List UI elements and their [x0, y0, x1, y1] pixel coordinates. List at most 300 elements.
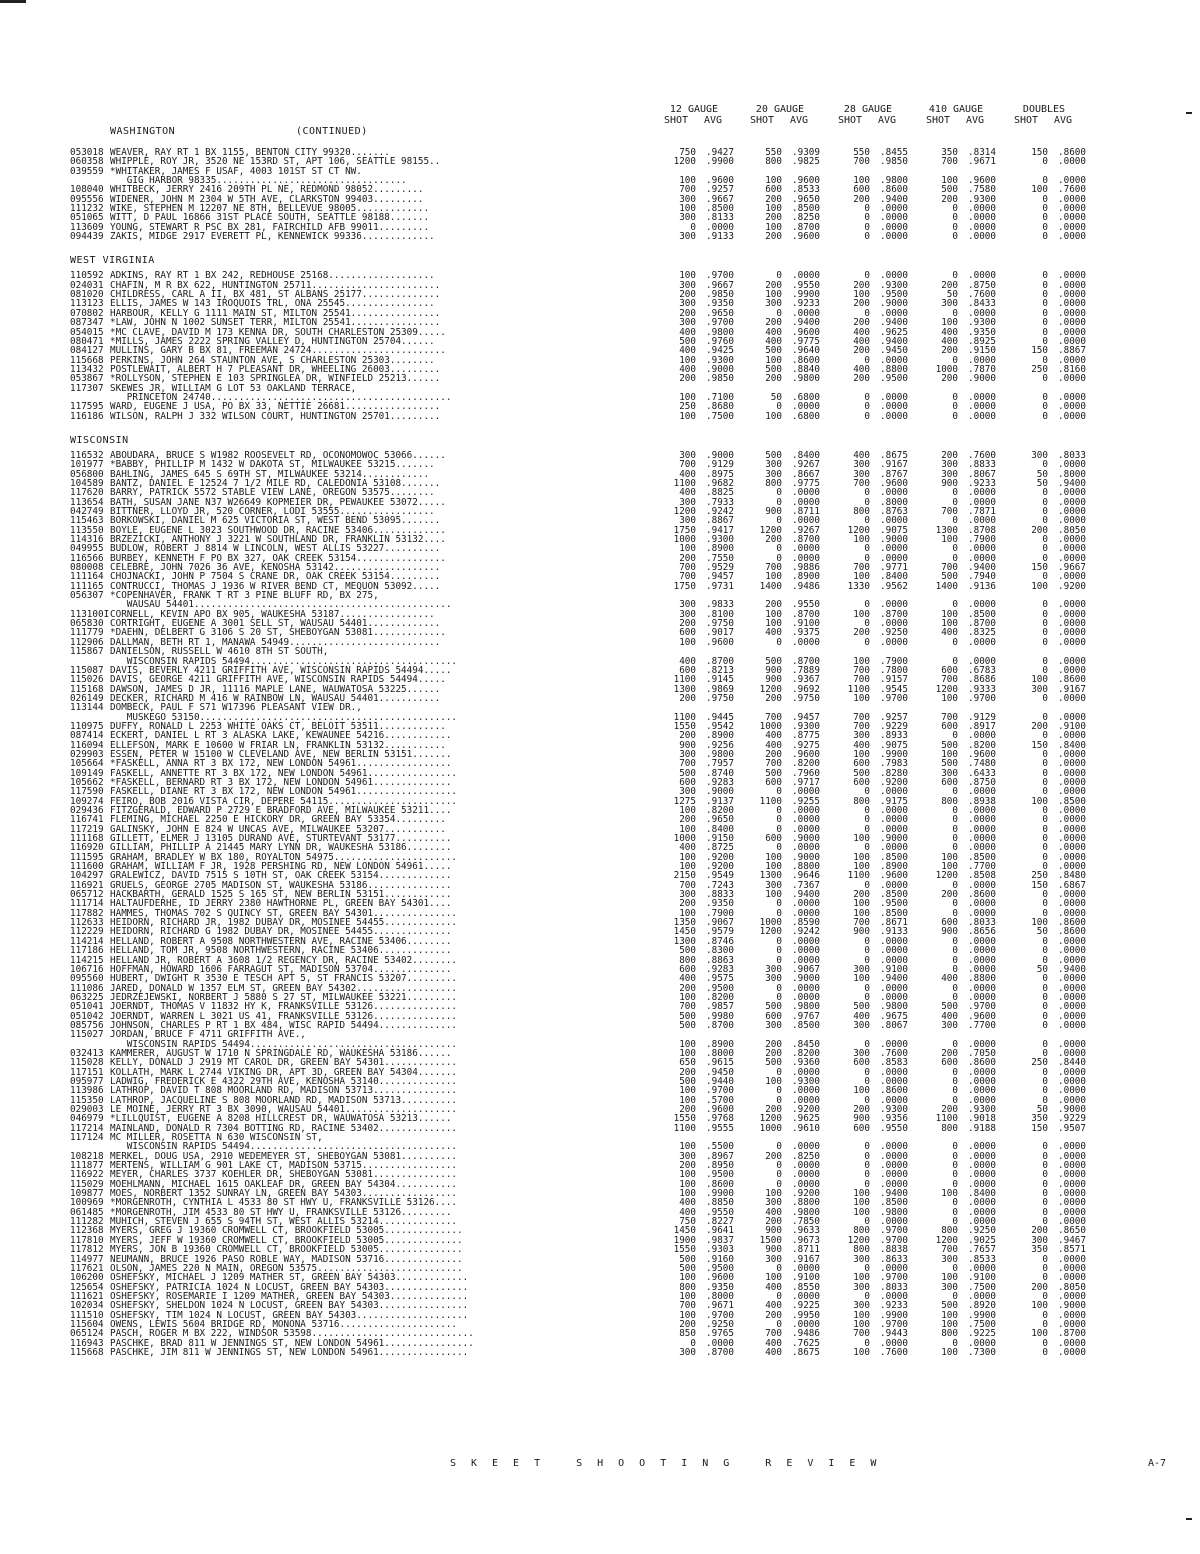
member-id: 117595 [70, 401, 104, 413]
shot-value: 700 [679, 184, 696, 196]
avg-value: .0000 [792, 954, 820, 966]
shooter-row [70, 1245, 1200, 1254]
avg-value: .8571 [1058, 1244, 1086, 1256]
shooter-name-address: WHITBECK, JERRY 2416 209TH PL NE, REDMOND 98052......... [110, 185, 424, 195]
avg-value: .9457 [706, 571, 734, 583]
member-id: 106716 [70, 963, 104, 975]
avg-value: .9000 [880, 298, 908, 310]
avg-value: .8867 [706, 515, 734, 527]
avg-value: .9450 [706, 1066, 734, 1078]
shot-value: 200 [853, 889, 870, 901]
shot-value: 500 [765, 767, 782, 779]
avg-value: .8633 [880, 1253, 908, 1265]
shooter-name-address: OSHEFSKY, SHELDON 1024 N LOCUST, GREEN BAY 54303................ [110, 1301, 469, 1311]
avg-value: .8600 [1058, 917, 1086, 929]
member-id: 060358 [70, 156, 104, 168]
shooter-name-address: OLSON, JAMES 220 N MAIN, OREGON 53575.......................... [110, 1263, 463, 1274]
shot-value: 0 [864, 1094, 870, 1106]
shot-value: 0 [1042, 991, 1048, 1003]
avg-value: .0000 [1058, 1309, 1086, 1321]
shot-value: 0 [952, 935, 958, 947]
shot-value: 100 [853, 175, 870, 187]
shot-value: 100 [679, 1169, 696, 1181]
shooter-name-address: MYERS, JEFF W 19360 CROMWELL CT, BROOKFIELD 53005.............. [110, 1235, 463, 1246]
avg-value: .9562 [880, 580, 908, 592]
shooter-row [70, 1077, 1200, 1086]
avg-value: .0000 [1058, 1075, 1086, 1087]
shot-value: 0 [776, 1141, 782, 1153]
shot-value: 100 [765, 1075, 782, 1087]
avg-value: .0000 [968, 1160, 996, 1172]
avg-value: .9300 [706, 354, 734, 366]
avg-value: .8775 [792, 730, 820, 742]
avg-value: .8508 [968, 870, 996, 882]
shot-value: 0 [952, 354, 958, 366]
shooter-name-address: *COPENHAVER, FRANK T RT 3 PINE BLUFF RD, BX 275, [110, 591, 379, 601]
shot-value: 0 [776, 823, 782, 835]
avg-value: .0000 [1058, 459, 1086, 471]
avg-value: .8675 [792, 1346, 820, 1358]
avg-value: .0000 [1058, 515, 1086, 527]
shot-value: 800 [765, 477, 782, 489]
shot-value: 700 [941, 562, 958, 574]
shooter-name-address: JARED, DONALD W 1357 ELM ST, GREEN BAY 54302.................. [110, 983, 458, 993]
avg-value: .0000 [968, 391, 996, 403]
avg-value: .9850 [706, 373, 734, 385]
shot-value: 100 [679, 1290, 696, 1302]
member-id: 080471 [70, 335, 104, 347]
member-id: 114214 [70, 935, 104, 947]
shot-value: 0 [864, 552, 870, 564]
shot-value: 700 [853, 156, 870, 168]
shooter-name-address: HALTAUFDERHE, ID JERRY 2380 HAWTHORNE PL, GREEN BAY 54301.... [110, 899, 452, 909]
avg-value: .9417 [706, 524, 734, 536]
shooter-name-address: *LILLQUIST, EUGENE A 8208 HILLCREST DR, WAUWATOSA 53213...... [110, 1114, 452, 1124]
avg-value: .8550 [792, 1281, 820, 1293]
shooter-name-address: PERKINS, JOHN 264 STAUNTON AVE, S CHARLESTON 25303........ [110, 355, 435, 365]
avg-value: .9400 [792, 889, 820, 901]
shot-value: 400 [941, 335, 958, 347]
avg-value: .0000 [1058, 1150, 1086, 1162]
shot-value: 200 [679, 373, 696, 385]
avg-value: .0000 [968, 410, 996, 422]
shot-value: 0 [1042, 401, 1048, 413]
shot-value: 300 [765, 963, 782, 975]
avg-value: .9550 [792, 279, 820, 291]
shot-value: 500 [941, 739, 958, 751]
avg-value: .0000 [1058, 730, 1086, 742]
shot-value: 100 [679, 1141, 696, 1153]
member-id: 056307 [70, 590, 104, 602]
shot-value: 1200 [847, 524, 870, 536]
shot-value: 900 [765, 664, 782, 676]
shooter-name-address: WIKE, STEPHEN M 12207 NE 8TH, BELLEVUE 98005............. [110, 204, 430, 214]
avg-value: .0000 [1058, 298, 1086, 310]
member-id: 087414 [70, 730, 104, 742]
avg-value: .9267 [792, 524, 820, 536]
avg-value: .0000 [968, 898, 996, 910]
shot-value: 300 [679, 317, 696, 329]
avg-value: .0000 [968, 655, 996, 667]
shooter-name-address: WIDENER, JOHN M 2304 W 5TH AVE, CLARKSTON 99403......... [110, 194, 424, 205]
avg-value: .8917 [968, 720, 996, 732]
avg-value: .0000 [880, 991, 908, 1003]
shot-value: 300 [941, 1019, 958, 1031]
shot-value: 900 [679, 739, 696, 751]
avg-value: .0000 [1058, 571, 1086, 583]
member-id: 117186 [70, 945, 104, 957]
shot-value: 400 [853, 739, 870, 751]
avg-value: .9242 [706, 506, 734, 517]
avg-value: .8440 [1058, 1057, 1086, 1069]
shooter-row [70, 750, 1200, 759]
shot-value: 250 [1031, 363, 1048, 375]
avg-value: .0000 [792, 982, 820, 994]
shooter-name-address: *BABBY, PHILLIP M 1432 W DAKOTA ST, MILWAUKEE 53215....... [110, 460, 435, 470]
avg-value: .0000 [968, 879, 996, 891]
member-id: 115027 [70, 1029, 104, 1041]
shooter-row [70, 694, 1200, 703]
shot-value: 0 [1042, 1094, 1048, 1106]
member-id: 111621 [70, 1290, 104, 1302]
shot-value: 0 [1042, 842, 1048, 854]
avg-value: .0000 [880, 515, 908, 527]
shot-value: 300 [853, 1047, 870, 1059]
shooter-row [70, 806, 1200, 815]
avg-value: .5700 [706, 1094, 734, 1106]
avg-value: .0000 [880, 307, 908, 319]
avg-value: .9600 [792, 231, 820, 243]
member-id: 115463 [70, 515, 104, 527]
avg-value: .8711 [792, 506, 820, 517]
shot-value: 200 [941, 889, 958, 901]
avg-value: .8767 [880, 468, 908, 480]
shot-value: 0 [864, 945, 870, 957]
avg-value: .8600 [968, 1057, 996, 1069]
avg-value: .0000 [880, 935, 908, 947]
shot-value: 600 [679, 776, 696, 788]
shot-value: 800 [941, 795, 958, 807]
shot-value: 1100 [673, 674, 696, 686]
shooter-name-address: JOHNSON, CHARLES P RT 1 BX 484, WISC RAPID 54494.............. [110, 1020, 458, 1031]
shooter-row [70, 1208, 1200, 1217]
avg-value: .7550 [706, 552, 734, 564]
member-id: 106200 [70, 1272, 104, 1284]
shooter-name-address: CONTRUCCI, THOMAS J 1936 W RIVER BEND CT, MEQUON 53092..... [110, 581, 441, 592]
shot-value: 100 [679, 1038, 696, 1050]
shot-value: 100 [679, 991, 696, 1003]
shooter-row [70, 402, 1200, 411]
shot-value: 0 [1042, 515, 1048, 527]
avg-value: .8325 [968, 627, 996, 639]
shot-value: 0 [1042, 954, 1048, 966]
avg-value: .8160 [1058, 363, 1086, 375]
avg-value: .9775 [792, 477, 820, 489]
member-id: 116532 [70, 449, 104, 461]
shot-value: 0 [1042, 487, 1048, 499]
avg-value: .0000 [968, 496, 996, 508]
margin-mark [1186, 112, 1192, 114]
avg-value: .9550 [880, 1122, 908, 1134]
shooter-name-address: GILLETT, ELMER J 13105 DURAND AVE, STURTEVANT 53177.......... [110, 834, 452, 844]
shooter-name-address: BAHLING, JAMES 645 S 69TH ST, MILWAUKEE 53214............ [110, 469, 430, 479]
avg-value: .9555 [706, 1122, 734, 1134]
shot-value: 0 [952, 307, 958, 319]
shot-value: 900 [765, 506, 782, 517]
shot-value: 800 [765, 156, 782, 168]
avg-sub-4: AVG [966, 115, 985, 126]
shot-value: 300 [679, 515, 696, 527]
shot-value: 100 [853, 1085, 870, 1097]
avg-value: .9700 [880, 1272, 908, 1284]
member-id: 042749 [70, 506, 104, 517]
shooter-name-address: JEDRZEJEWSKI, NORBERT J 5880 S 27 ST, MILWAUKEE 53221......... [110, 992, 458, 1003]
shot-value: 700 [941, 1244, 958, 1256]
shot-value: 0 [1042, 748, 1048, 760]
shot-value: 0 [1042, 730, 1048, 742]
avg-sub-3: AVG [878, 115, 897, 126]
avg-value: .0000 [1058, 608, 1086, 620]
avg-value: .9671 [706, 1300, 734, 1312]
avg-value: .7100 [706, 391, 734, 403]
avg-value: .0000 [1058, 935, 1086, 947]
shooter-row [70, 1152, 1200, 1161]
shot-value: 600 [941, 917, 958, 929]
member-id: 100969 [70, 1197, 104, 1209]
shot-value: 0 [864, 410, 870, 422]
avg-value: .0000 [1058, 758, 1086, 770]
shooter-name-address: DOMBECK, PAUL F S71 W17396 PLEASANT VIEW DR., [110, 703, 362, 713]
shooter-name-address: MERTENS, WILLIAM G 901 LAKE CT, MADISON 53715................. [110, 1161, 458, 1171]
shooter-name-address: *LAW, JOHN N 1002 SUNSET TERR, MILTON 25541................ [110, 318, 441, 328]
shot-value: 0 [952, 1197, 958, 1209]
shot-value: 0 [864, 391, 870, 403]
avg-value: .0000 [792, 543, 820, 555]
avg-value: .0000 [880, 401, 908, 413]
shooter-name-address: SKEWES JR, WILLIAM G LOT 53 OAKLAND TERRACE, [110, 383, 357, 393]
shot-value: 300 [679, 786, 696, 798]
shooter-name-address: DANIELSON, RUSSELL W 4610 8TH ST SOUTH, [110, 647, 329, 657]
shot-value: 0 [1042, 543, 1048, 555]
shot-value: 100 [765, 203, 782, 215]
avg-value: .8700 [706, 655, 734, 667]
avg-value: .0000 [968, 833, 996, 845]
shot-value: 0 [952, 1085, 958, 1097]
avg-value: .9542 [706, 720, 734, 732]
shot-value: 1200 [759, 1113, 782, 1125]
avg-value: .9000 [1058, 1300, 1086, 1312]
shot-value: 100 [941, 1188, 958, 1200]
avg-value: .0000 [706, 221, 734, 233]
shot-value: 1200 [673, 506, 696, 517]
member-id: 110592 [70, 270, 104, 282]
shot-value: 0 [864, 1337, 870, 1349]
shot-value: 300 [679, 608, 696, 620]
avg-value: .9360 [792, 1057, 820, 1069]
member-id: 117621 [70, 1262, 104, 1274]
shot-value: 400 [679, 468, 696, 480]
avg-value: .9067 [792, 963, 820, 975]
avg-value: .9075 [880, 739, 908, 751]
shot-value: 0 [1042, 231, 1048, 243]
shot-value: 250 [1031, 1057, 1048, 1069]
shooter-row [70, 148, 1200, 157]
avg-value: .7900 [968, 534, 996, 546]
shot-value: 0 [864, 1216, 870, 1228]
avg-value: .9700 [968, 1001, 996, 1013]
shot-value: 0 [1042, 814, 1048, 826]
avg-value: .0000 [968, 307, 996, 319]
shot-value: 0 [1042, 1038, 1048, 1050]
member-id: 116566 [70, 552, 104, 564]
shooter-row [70, 647, 1200, 656]
shot-value: 100 [941, 1272, 958, 1284]
shot-value: 200 [679, 1318, 696, 1330]
shot-value: 600 [853, 184, 870, 196]
shot-value: 500 [941, 1300, 958, 1312]
avg-value: .9100 [792, 1272, 820, 1284]
avg-value: .0000 [1058, 991, 1086, 1003]
shooter-name-address: LATHROP, DAVID T 808 MOORLAND RD, MADISON 53713............... [110, 1086, 458, 1096]
shooter-row [70, 1124, 1200, 1133]
shooter-name-address: FASKELL, ANNETTE RT 3 BX 172, NEW LONDON 54961................ [110, 768, 458, 778]
shooter-row [70, 384, 1200, 393]
avg-value: .0000 [792, 401, 820, 413]
shot-value: 300 [765, 973, 782, 985]
shooter-name-address: KOLLATH, MARK L 2744 VIKING DR, APT 3D, GREEN BAY 54304....... [110, 1067, 458, 1077]
avg-value: .0000 [1058, 636, 1086, 648]
shooter-name-address: DAWSON, JAMES D JR, 11116 MAPLE LANE, WAUWATOSA 53225...... [110, 684, 441, 694]
shot-value: 0 [952, 391, 958, 403]
member-id: 111165 [70, 580, 104, 592]
avg-value: .8600 [1058, 674, 1086, 686]
shot-value: 600 [679, 664, 696, 676]
shot-value: 800 [679, 954, 696, 966]
shot-value: 1400 [759, 580, 782, 592]
avg-value: .0000 [968, 1337, 996, 1349]
avg-value: .0000 [1058, 842, 1086, 854]
avg-value: .0000 [792, 823, 820, 835]
avg-value: .9750 [792, 692, 820, 704]
member-id: 115604 [70, 1318, 104, 1330]
avg-value: .9229 [880, 720, 908, 732]
avg-value: .8200 [968, 739, 996, 751]
shot-value: 700 [941, 506, 958, 517]
avg-value: .9500 [706, 982, 734, 994]
shot-value: 1200 [759, 926, 782, 938]
avg-value: .0000 [1058, 889, 1086, 901]
avg-value: .9167 [1058, 683, 1086, 695]
shooter-row [70, 1021, 1200, 1030]
shot-value: 100 [853, 655, 870, 667]
shooter-row [70, 318, 1200, 327]
shooter-name-address: BORKOWSKI, DANIEL M 625 VICTORIA ST, WEST BEND 53095....... [110, 516, 441, 526]
shot-value: 0 [776, 515, 782, 527]
shooter-name-address: GRAHAM, WILLIAM F JR, 1928 PERSHING RD, NEW LONDON 54961..... [110, 862, 452, 872]
avg-value: .8740 [706, 767, 734, 779]
shot-value: 500 [765, 345, 782, 357]
avg-value: .7889 [792, 664, 820, 676]
shot-value: 300 [765, 298, 782, 310]
avg-value: .9980 [706, 1010, 734, 1022]
avg-value: .0000 [968, 1178, 996, 1190]
shot-value: 400 [765, 1337, 782, 1349]
avg-value: .0000 [1058, 1019, 1086, 1031]
avg-value: .0000 [1058, 1094, 1086, 1106]
shot-value: 50 [1036, 926, 1048, 938]
shooter-row [70, 797, 1200, 806]
avg-value: .0000 [968, 543, 996, 555]
shooter-row [70, 759, 1200, 768]
avg-value: .0000 [968, 231, 996, 243]
avg-value: .6867 [1058, 879, 1086, 891]
shooter-row [70, 582, 1200, 591]
shot-value: 0 [952, 212, 958, 224]
shooter-name-address: WILSON, RALPH J 332 WILSON COURT, HUNTINGTON 25701......... [110, 411, 441, 421]
shooter-name-address: JOERNDT, THOMAS V 11832 HY K, FRANKSVILLE 53126............... [110, 1002, 458, 1012]
avg-value: .9800 [792, 373, 820, 385]
shot-value: 100 [941, 1318, 958, 1330]
shooter-row [70, 685, 1200, 694]
avg-value: .9529 [706, 562, 734, 574]
shot-value: 100 [679, 543, 696, 555]
avg-value: .0000 [792, 496, 820, 508]
shot-value: 0 [864, 842, 870, 854]
member-id: 115026 [70, 674, 104, 686]
shot-value: 300 [679, 231, 696, 243]
avg-value: .8763 [880, 506, 908, 517]
avg-value: .0000 [1058, 410, 1086, 422]
avg-value: .9225 [792, 1300, 820, 1312]
shot-value: 0 [864, 212, 870, 224]
avg-value: .9850 [706, 289, 734, 301]
shot-value: 400 [765, 1300, 782, 1312]
shooter-row [70, 544, 1200, 553]
shot-value: 700 [853, 720, 870, 732]
member-id: 111779 [70, 627, 104, 639]
avg-value: .9350 [706, 298, 734, 310]
shot-value: 0 [1042, 805, 1048, 816]
avg-value: .0000 [968, 515, 996, 527]
shooter-row [70, 1311, 1200, 1320]
shooter-name-address: CHILDRESS, CARL A II, BX 481, ST ALBANS 25177.............. [110, 290, 441, 300]
shooter-row [70, 1329, 1200, 1338]
avg-value: .8227 [706, 1216, 734, 1228]
shooter-row [70, 1180, 1200, 1189]
avg-value: .9692 [792, 683, 820, 695]
shot-value: 0 [952, 907, 958, 919]
avg-value: .0000 [880, 1337, 908, 1349]
avg-value: .8200 [792, 758, 820, 770]
shot-value: 150 [1031, 147, 1048, 158]
avg-value: .9771 [880, 562, 908, 574]
shot-value: 150 [1031, 879, 1048, 891]
avg-value: .9600 [792, 748, 820, 760]
shot-value: 1500 [759, 1234, 782, 1246]
shot-value: 400 [765, 1206, 782, 1218]
avg-value: .0000 [1058, 543, 1086, 555]
shot-value: 150 [1031, 1122, 1048, 1134]
shooter-name-address: GRAHAM, BRADLEY W BX 180, ROYALTON 54975...................... [110, 852, 458, 863]
member-id: 116922 [70, 1169, 104, 1181]
member-id: 032413 [70, 1047, 104, 1059]
shot-value: 0 [864, 935, 870, 947]
avg-value: .8590 [792, 917, 820, 929]
avg-value: .8133 [706, 212, 734, 224]
shot-value: 0 [1042, 459, 1048, 471]
shot-value: 0 [864, 231, 870, 243]
avg-value: .8833 [968, 459, 996, 471]
